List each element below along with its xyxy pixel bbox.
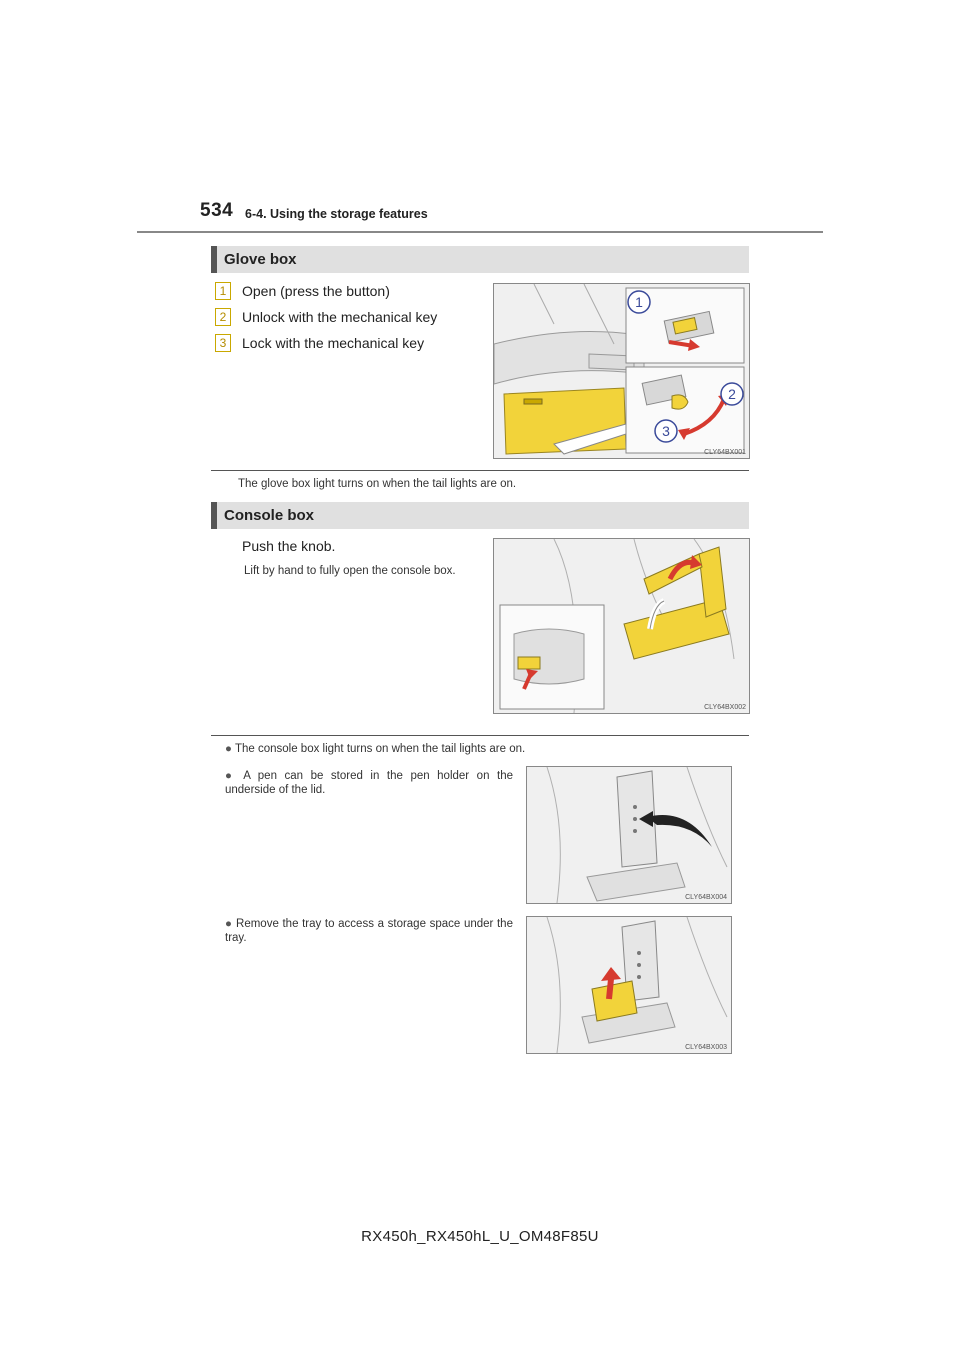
section-title: 6-4. Using the storage features — [245, 207, 428, 221]
image-code: CLY64BX001 — [704, 449, 746, 456]
console-box-illustration — [493, 538, 750, 714]
glove-box-note: The glove box light turns on when the tail lights are on. — [238, 478, 517, 490]
glove-box-illustration — [493, 283, 750, 459]
note-text: The console box light turns on when the tail lights are on. — [234, 743, 526, 755]
step-text: Unlock with the mechanical key — [242, 309, 438, 325]
note-text: Remove the tray to access a storage space under the tray. — [225, 918, 513, 944]
bullet-note-1 — [225, 742, 755, 756]
step-number: 2 — [215, 308, 231, 326]
bullet-icon: ● — [225, 918, 233, 930]
divider — [211, 735, 749, 736]
pen-holder-illustration — [526, 766, 732, 904]
bullet-note-2 — [225, 769, 513, 797]
page-number: 534 — [200, 200, 234, 221]
console-sub-note: Lift by hand to fully open the console box. — [244, 565, 456, 577]
glove-box-heading: Glove box — [211, 246, 749, 273]
step-text: Open (press the button) — [242, 283, 390, 299]
footer-doc-code: RX450h_RX450hL_U_OM48F85U — [361, 1228, 599, 1245]
step-number: 3 — [215, 334, 231, 352]
step-text: Lock with the mechanical key — [242, 335, 425, 351]
tray-illustration — [526, 916, 732, 1054]
step-number: 1 — [215, 282, 231, 300]
console-instruction: Push the knob. — [242, 538, 336, 554]
callout-1: 1 — [635, 294, 643, 310]
bullet-note-3 — [225, 917, 513, 945]
console-box-heading: Console box — [211, 502, 749, 529]
bullet-icon: ● — [225, 743, 232, 755]
callout-2: 2 — [728, 386, 736, 402]
divider — [211, 470, 749, 471]
header-rule — [137, 231, 823, 233]
note-text: A pen can be stored in the pen holder on the underside of the lid. — [225, 770, 513, 796]
image-code: CLY64BX004 — [685, 894, 727, 901]
bullet-icon: ● — [225, 770, 237, 782]
image-code: CLY64BX002 — [704, 704, 746, 711]
image-code: CLY64BX003 — [685, 1044, 727, 1051]
callout-3: 3 — [662, 423, 670, 439]
